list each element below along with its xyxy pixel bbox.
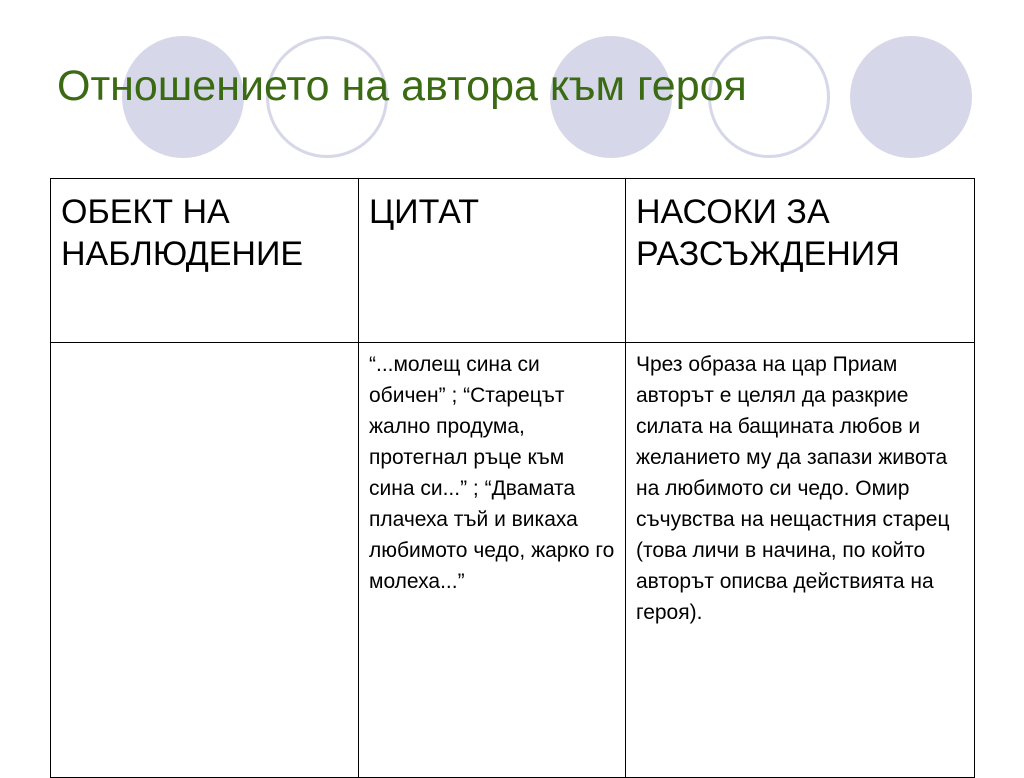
- header-quote: ЦИТАТ: [359, 179, 626, 343]
- cell-object: [51, 343, 359, 778]
- analysis-table: [50, 178, 975, 778]
- cell-quote: “...молещ сина си обичен” ; “Старецът жално продума, протегнал ръце към сина си...” ; “Двамата плачеха тъй и викаха любимото чедо, жарко го молеха...”: [359, 343, 626, 778]
- header-notes: НАСОКИ ЗА РАЗСЪЖДЕНИЯ: [626, 179, 975, 343]
- cell-notes: Чрез образа на цар Приам авторът е целял да разкрие силата на бащината любов и желанието му да запази живота на любимото си чедо. Омир съчувства на нещастния старец (това личи в начина, по който авторът описва действията на героя).: [626, 343, 975, 778]
- table-header-row: [51, 179, 975, 343]
- table-row: [51, 343, 975, 778]
- slide-title: Отношението на автора към героя: [57, 62, 747, 110]
- header-object: ОБЕКТ НА НАБЛЮДЕНИЕ: [51, 179, 359, 343]
- decorative-circle-filled: [850, 36, 972, 158]
